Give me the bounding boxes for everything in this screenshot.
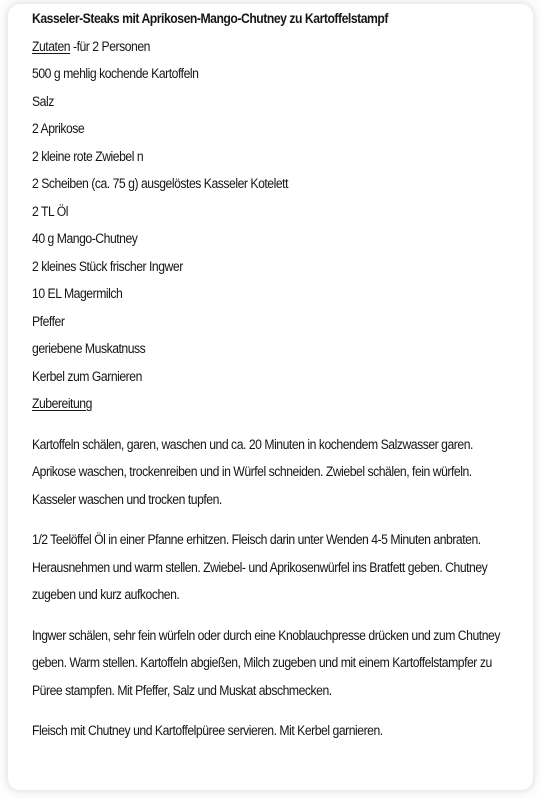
ingredient-item: 500 g mehlig kochende Kartoffeln xyxy=(32,66,199,82)
recipe-title: Kasseler-Steaks mit Aprikosen-Mango-Chutney zu Kartoffelstampf xyxy=(32,11,388,27)
ingredient-item: 2 kleines Stück frischer Ingwer xyxy=(32,258,183,275)
step-line: Püree stampfen. Mit Pfeffer, Salz und Muskat abschmecken. xyxy=(32,682,332,699)
ingredient-item: 2 Scheiben (ca. 75 g) ausgelöstes Kasseler Kotelett xyxy=(32,176,288,192)
ingredient-item: 2 TL Öl xyxy=(32,203,69,220)
ingredient-item: Pfeffer xyxy=(32,313,65,330)
recipe-card xyxy=(8,4,533,790)
ingredients-heading: Zutaten xyxy=(32,38,71,55)
step-list xyxy=(32,432,500,746)
step-line: 1/2 Teelöffel Öl in einer Pfanne erhitzen. Fleisch darin unter Wenden 4-5 Minuten anbraten. xyxy=(32,532,481,548)
servings: -für 2 Personen xyxy=(70,38,150,55)
ingredient-item: 2 kleine rote Zwiebel n xyxy=(32,148,144,165)
step-line: geben. Warm stellen. Kartoffeln abgießen, Milch zugeben und mit einem Kartoffelstampfer zu xyxy=(32,655,492,671)
ingredient-item: 40 g Mango-Chutney xyxy=(32,231,138,247)
step-line: Kartoffeln schälen, garen, waschen und ca. 20 Minuten in kochendem Salzwasser garen. xyxy=(32,436,473,453)
step-line: Aprikose waschen, trockenreiben und in Würfel schneiden. Zwiebel schälen, fein würfeln. xyxy=(32,464,472,480)
step-line: Ingwer schälen, sehr fein würfeln oder durch eine Knoblauchpresse drücken und zum Chutney xyxy=(32,627,500,644)
preparation-header xyxy=(32,391,489,419)
preparation-heading: Zubereitung xyxy=(32,396,92,412)
ingredient-item: 10 EL Magermilch xyxy=(32,286,123,302)
step-line: zugeben und kurz aufkochen. xyxy=(32,587,180,603)
step-line: Fleisch mit Chutney und Kartoffelpüree servieren. Mit Kerbel garnieren. xyxy=(32,723,383,739)
ingredient-item: Salz xyxy=(32,93,54,110)
ingredient-item: geriebene Muskatnuss xyxy=(32,341,146,357)
preparation-step xyxy=(32,623,500,706)
recipe-content xyxy=(32,6,500,746)
step-line: Kasseler waschen und trocken tupfen. xyxy=(32,491,222,508)
preparation-step xyxy=(32,718,489,746)
step-line: Herausnehmen und warm stellen. Zwiebel- und Aprikosenwürfel ins Bratfett geben. Chutney xyxy=(32,559,488,576)
preparation-step xyxy=(32,432,489,515)
ingredient-item: 2 Aprikose xyxy=(32,121,85,137)
preparation-step xyxy=(32,527,489,610)
ingredient-item: Kerbel zum Garnieren xyxy=(32,368,142,385)
ingredient-list xyxy=(32,61,489,391)
ingredients-header xyxy=(32,34,489,62)
